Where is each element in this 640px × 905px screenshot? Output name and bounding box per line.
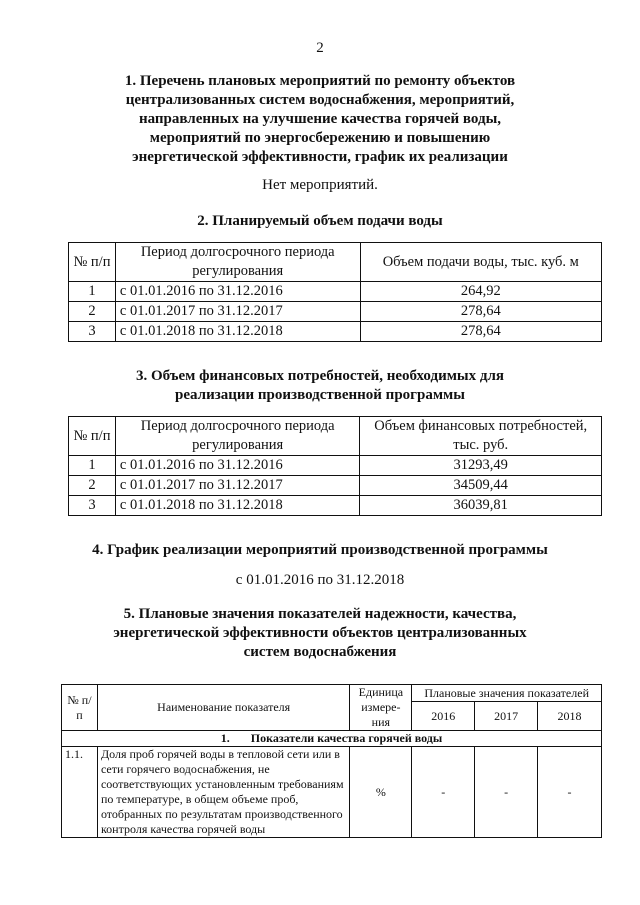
- table-row: [62, 747, 602, 838]
- header-num: № п/п: [69, 417, 116, 456]
- table-row: [69, 302, 602, 322]
- section1-title-line: 1. Перечень плановых мероприятий по ремонту объектов: [124, 73, 516, 89]
- table-header-row: [69, 417, 602, 456]
- group-title: Показатели качества горячей воды: [250, 731, 443, 745]
- row-name: Доля проб горячей воды в тепловой сети или в сети горячего водоснабжения, не соответствующих установленным требованиям по температуре, в общем объеме проб, отобранных по результатам производственного контроля качества горячей воды: [97, 747, 349, 838]
- section4-title: 4. График реализации мероприятий производственной программы: [92, 542, 548, 558]
- row-num: 3: [69, 496, 116, 516]
- table-row: [69, 476, 602, 496]
- section2-title: 2. Планируемый объем подачи воды: [197, 213, 443, 229]
- header-unit: Единица измере-ния: [350, 685, 412, 731]
- header-year-2016: 2016: [412, 702, 475, 731]
- section3-title: [0, 367, 640, 405]
- table-group-row: [62, 731, 602, 747]
- section3-title-line: реализации производственной программы: [175, 387, 465, 403]
- row-period: с 01.01.2018 по 31.12.2018: [115, 496, 360, 516]
- section5-title-line: энергетической эффективности объектов централизованных: [113, 625, 527, 641]
- row-unit: %: [350, 747, 412, 838]
- header-volume: Объем подачи воды, тыс. куб. м: [360, 243, 601, 282]
- row-period: с 01.01.2016 по 31.12.2016: [115, 282, 360, 302]
- row-num: 1: [69, 282, 116, 302]
- row-num: 2: [69, 302, 116, 322]
- row-value: 31293,49: [360, 456, 602, 476]
- row-value: 264,92: [360, 282, 601, 302]
- row-value-2016: -: [412, 747, 475, 838]
- financial-needs-table: [68, 416, 602, 516]
- row-num: 1: [69, 456, 116, 476]
- row-period: с 01.01.2017 по 31.12.2017: [115, 476, 360, 496]
- page-number: 2: [316, 40, 324, 56]
- row-value: 36039,81: [360, 496, 602, 516]
- indicators-table: [61, 684, 602, 838]
- row-value-2017: -: [475, 747, 538, 838]
- header-num: № п/п: [69, 243, 116, 282]
- section5-title: [0, 605, 640, 662]
- section3-title-line: 3. Объем финансовых потребностей, необходимых для: [135, 368, 505, 384]
- row-num: 2: [69, 476, 116, 496]
- header-planned: Плановые значения показателей: [412, 685, 602, 702]
- section4-period: с 01.01.2016 по 31.12.2018: [235, 572, 405, 588]
- section1-text: Нет мероприятий.: [262, 177, 378, 193]
- table-header-row: [62, 685, 602, 702]
- header-year-2018: 2018: [538, 702, 602, 731]
- row-num: 3: [69, 322, 116, 342]
- row-value: 34509,44: [360, 476, 602, 496]
- row-value: 278,64: [360, 322, 601, 342]
- row-value: 278,64: [360, 302, 601, 322]
- header-name: Наименование показателя: [97, 685, 349, 731]
- section1-title-line: направленных на улучшение качества горячей воды,: [138, 111, 502, 127]
- table-row: [69, 322, 602, 342]
- section1-title: [0, 72, 640, 167]
- row-num: 1.1.: [62, 747, 98, 838]
- header-num: № п/п: [62, 685, 98, 731]
- row-period: с 01.01.2016 по 31.12.2016: [115, 456, 360, 476]
- table-row: [69, 496, 602, 516]
- row-period: с 01.01.2018 по 31.12.2018: [115, 322, 360, 342]
- row-period: с 01.01.2017 по 31.12.2017: [115, 302, 360, 322]
- section1-title-line: мероприятий по энергосбережению и повышению: [149, 130, 491, 146]
- table-row: [69, 282, 602, 302]
- section5-title-line: систем водоснабжения: [243, 644, 397, 660]
- group-num: 1.: [220, 731, 230, 745]
- header-finance: Объем финансовых потребностей, тыс. руб.: [360, 417, 602, 456]
- supply-volume-table: [68, 242, 602, 342]
- section1-title-line: энергетической эффективности, график их реализации: [132, 149, 508, 165]
- section1-title-line: централизованных систем водоснабжения, мероприятий,: [125, 92, 515, 108]
- row-value-2018: -: [538, 747, 602, 838]
- header-year-2017: 2017: [475, 702, 538, 731]
- table-row: [69, 456, 602, 476]
- section5-title-line: 5. Плановые значения показателей надежности, качества,: [123, 606, 517, 622]
- header-period: Период долгосрочного периода регулирования: [115, 417, 360, 456]
- header-period: Период долгосрочного периода регулирования: [115, 243, 360, 282]
- group-heading: [62, 731, 602, 747]
- table-header-row: [69, 243, 602, 282]
